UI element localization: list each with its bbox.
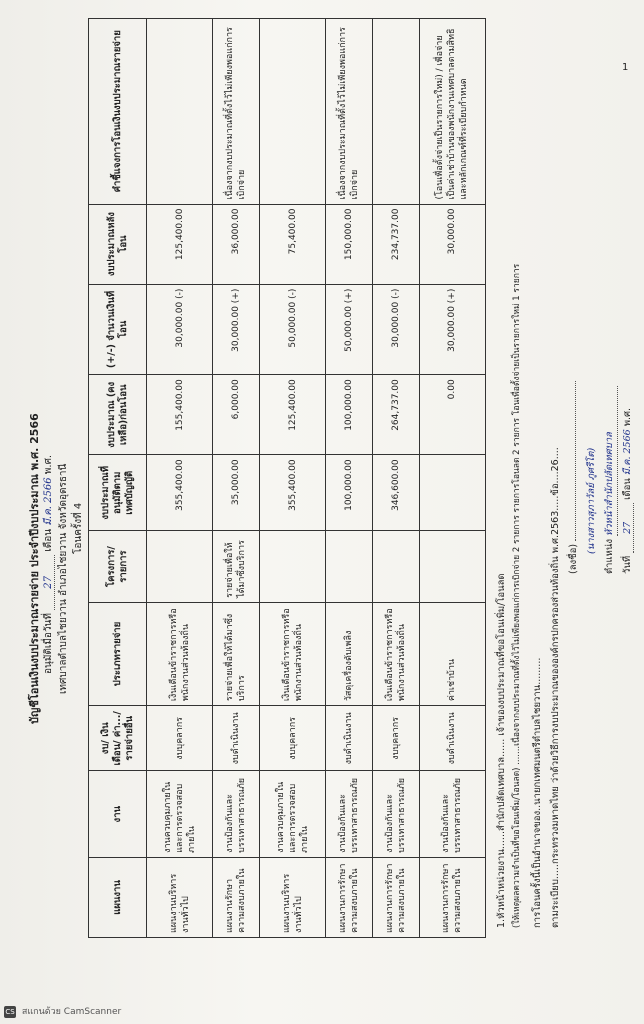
position-value: หัวหน้าสำนักปลัดเทศบาล bbox=[602, 386, 618, 536]
cell-transfer: 30,000.00 (-) bbox=[372, 284, 419, 375]
document-title: บัญชีโอนเงินงบประมาณรายจ่าย ประจำปีงบประมาณ พ.ศ. 2566 bbox=[28, 413, 41, 724]
transfer-table bbox=[88, 18, 486, 938]
cell-budget: งบบุคลากร bbox=[372, 706, 419, 771]
cell-plan: แผนงานรักษาความสงบภายใน bbox=[213, 857, 260, 937]
cell-work: งานควบคุมภายในและการตรวจสอบภายใน bbox=[147, 771, 213, 857]
cell-after: 234,737.00 bbox=[372, 204, 419, 284]
cell-approved bbox=[419, 455, 485, 531]
table-row bbox=[419, 19, 485, 938]
cell-type: เงินเดือนข้าราชการหรือพนักงานส่วนท้องถิ่น bbox=[147, 602, 213, 705]
cell-after: 30,000.00 bbox=[419, 204, 485, 284]
cell-approved: 346,600.00 bbox=[372, 455, 419, 531]
footer-line-2: (ให้เหตุผลความจำเป็นที่ขอโอนเพิ่ม/โอนลด) .......เนื่องจากงบประมาณที่ตั้งไว้ไม่เพียงพอแก่การเบิกจ่าย 2 รายการ รายการโอนลด 2 รายการ โอนเพื่อตั้งจ่ายเป็นรายการใหม่ 1 รายการ bbox=[512, 263, 522, 928]
col-header: โครงการ/ รายการ bbox=[89, 531, 147, 603]
cell-before: 155,400.00 bbox=[147, 375, 213, 455]
cell-note bbox=[259, 19, 325, 205]
table-row bbox=[213, 19, 260, 938]
signer-name: (นางสาวสุภาวัลย์ ภูศรีโต) bbox=[586, 447, 597, 554]
cell-type: เงินเดือนข้าราชการหรือพนักงานส่วนท้องถิ่น bbox=[259, 602, 325, 705]
cell-work: งานป้องกันและบรรเทาสาธารณภัย bbox=[213, 771, 260, 857]
col-header: งบประมาณ (คงเหลือ)ก่อนโอน bbox=[89, 375, 147, 455]
cell-before: 0.00 bbox=[419, 375, 485, 455]
cell-type: ค่าเช่าบ้าน bbox=[419, 602, 485, 705]
cell-plan: แผนงานการรักษาความสงบภายใน bbox=[419, 857, 485, 937]
col-header: งบประมาณหลังโอน bbox=[89, 204, 147, 284]
col-header: งบประมาณที่อนุมัติตามเทศบัญญัติ bbox=[89, 455, 147, 531]
cell-note bbox=[147, 19, 213, 205]
cell-work: งานป้องกันและบรรเทาสาธารณภัย bbox=[326, 771, 373, 857]
cell-note: เนื่องจากงบประมาณที่ตั้งไว้ไม่เพียงพอแก่การเบิกจ่าย bbox=[326, 19, 373, 205]
cell-project bbox=[419, 531, 485, 603]
cell-work: งานควบคุมภายในและการตรวจสอบภายใน bbox=[259, 771, 325, 857]
cell-plan: แผนงานการรักษาความสงบภายใน bbox=[326, 857, 373, 937]
cell-after: 75,400.00 bbox=[259, 204, 325, 284]
cell-budget: งบดำเนินงาน bbox=[213, 706, 260, 771]
camscanner-icon: CS bbox=[5, 1008, 15, 1016]
cell-transfer: 50,000.00 (+) bbox=[326, 284, 373, 375]
cell-plan: แผนงานบริหารงานทั่วไป bbox=[259, 857, 325, 937]
cell-plan: แผนงานการรักษาความสงบภายใน bbox=[372, 857, 419, 937]
date-day: 27 bbox=[622, 503, 634, 553]
cell-project bbox=[372, 531, 419, 603]
cell-after: 125,400.00 bbox=[147, 204, 213, 284]
table-row bbox=[326, 19, 373, 938]
cell-project bbox=[259, 531, 325, 603]
cell-type: วัสดุเครื่องดับเพลิง bbox=[326, 602, 373, 705]
approved-month: มี.ค. 2566 bbox=[43, 477, 54, 526]
position-label: ตำแหน่ง bbox=[604, 538, 615, 574]
cell-before: 6,000.00 bbox=[213, 375, 260, 455]
col-header: (+/-) จำนวนเงินที่โอน bbox=[89, 284, 147, 375]
cell-budget: งบบุคลากร bbox=[147, 706, 213, 771]
date-label: วันที่ bbox=[622, 555, 633, 574]
date-month: มี.ค. 2566 bbox=[622, 429, 633, 476]
cell-plan: แผนงานบริหารงานทั่วไป bbox=[147, 857, 213, 937]
cell-after: 150,000.00 bbox=[326, 204, 373, 284]
month-label: เดือน bbox=[43, 528, 54, 552]
cell-note: (โอนเพื่อตั้งจ่ายเป็นรายการใหม่) / เพื่อจ่ายเป็นค่าเช่าบ้านของพนักงานเทศบาลตามสิทธิและหลักเกณฑ์ที่ระเบียบกำหนด bbox=[419, 19, 485, 205]
cell-type: เงินเดือนข้าราชการหรือพนักงานส่วนท้องถิ่น bbox=[372, 602, 419, 705]
table-header-row bbox=[89, 19, 147, 938]
cell-work: งานป้องกันและบรรเทาสาธารณภัย bbox=[372, 771, 419, 857]
organization: เทศบาลตำบลไชยวาน อำเภอไชยวาน จังหวัดอุดรธานี bbox=[58, 463, 69, 694]
cell-before: 125,400.00 bbox=[259, 375, 325, 455]
cell-approved: 355,400.00 bbox=[147, 455, 213, 531]
cell-project: รายจ่ายเพื่อให้ได้มาซึ่งบริการ bbox=[213, 531, 260, 603]
footer-line-4: ตามระเบียบ.....กระทรวงมหาดไทย ว่าด้วยวิธีการงบประมาณขององค์กรปกครองส่วนท้องถิ่น พ.ศ.2563.....ข้อ....26.... bbox=[550, 447, 561, 928]
col-header: คำชี้แจงการโอนเงินงบประมาณรายจ่าย bbox=[89, 19, 147, 205]
approved-line bbox=[41, 455, 56, 674]
cell-approved: 355,400.00 bbox=[259, 455, 325, 531]
camscanner-watermark bbox=[4, 1004, 121, 1018]
footer-line-3: การโอนครั้งนี้เป็นอำนาจของ..นายกเทศมนตรีตำบลไชยวาน......... bbox=[532, 657, 543, 928]
cell-note: เนื่องจากงบประมาณที่ตั้งไว้ไม่เพียงพอแก่การเบิกจ่าย bbox=[213, 19, 260, 205]
approved-day: 27 bbox=[43, 555, 55, 610]
cell-approved: 100,000.00 bbox=[326, 455, 373, 531]
cell-budget: งบดำเนินงาน bbox=[419, 706, 485, 771]
table-row bbox=[372, 19, 419, 938]
sheet-number: โอนครั้งที่ 4 bbox=[73, 502, 84, 554]
sign-date-line bbox=[620, 408, 635, 574]
date-year-label: พ.ศ. bbox=[622, 407, 633, 427]
cell-work: งานป้องกันและบรรเทาสาธารณภัย bbox=[419, 771, 485, 857]
cell-budget: งบดำเนินงาน bbox=[326, 706, 373, 771]
cell-transfer: 30,000.00 (+) bbox=[213, 284, 260, 375]
year-label: พ.ศ. bbox=[43, 454, 54, 475]
cell-transfer: 30,000.00 (+) bbox=[419, 284, 485, 375]
cell-transfer: 30,000.00 (-) bbox=[147, 284, 213, 375]
col-header: งบ/ เงินเดือน/ ค่า.../ รายจ่ายอื่น bbox=[89, 706, 147, 771]
signature-line bbox=[566, 381, 581, 574]
position-line bbox=[602, 386, 618, 574]
cell-transfer: 50,000.00 (-) bbox=[259, 284, 325, 375]
footer-line-1: 1.หัวหน้าหน่วยงาน......สำนักปลัดเทศบาล...... เจ้าของงบประมาณที่ขอโอนเพิ่ม/โอนลด bbox=[496, 573, 507, 928]
date-month-label: เดือน bbox=[622, 478, 633, 500]
approved-prefix: อนุมัติเมื่อวันที่ bbox=[43, 613, 54, 674]
col-header: ประเภทรายจ่าย bbox=[89, 602, 147, 705]
cell-project bbox=[147, 531, 213, 603]
signature-blank bbox=[575, 381, 576, 541]
cell-after: 36,000.00 bbox=[213, 204, 260, 284]
cell-before: 100,000.00 bbox=[326, 375, 373, 455]
cell-approved: 35,000.00 bbox=[213, 455, 260, 531]
table-row bbox=[259, 19, 325, 938]
watermark-text: สแกนด้วย CamScanner bbox=[21, 1007, 122, 1017]
table-row bbox=[147, 19, 213, 938]
cell-note bbox=[372, 19, 419, 205]
cell-project bbox=[326, 531, 373, 603]
col-header: งาน bbox=[89, 771, 147, 857]
cell-budget: งบบุคลากร bbox=[259, 706, 325, 771]
sign-label: (ลงชื่อ) bbox=[568, 543, 579, 574]
col-header: แผนงาน bbox=[89, 857, 147, 937]
cell-before: 264,737.00 bbox=[372, 375, 419, 455]
page-number: 1 bbox=[622, 62, 629, 73]
cell-type: รายจ่ายเพื่อให้ได้มาซึ่งบริการ bbox=[213, 602, 260, 705]
